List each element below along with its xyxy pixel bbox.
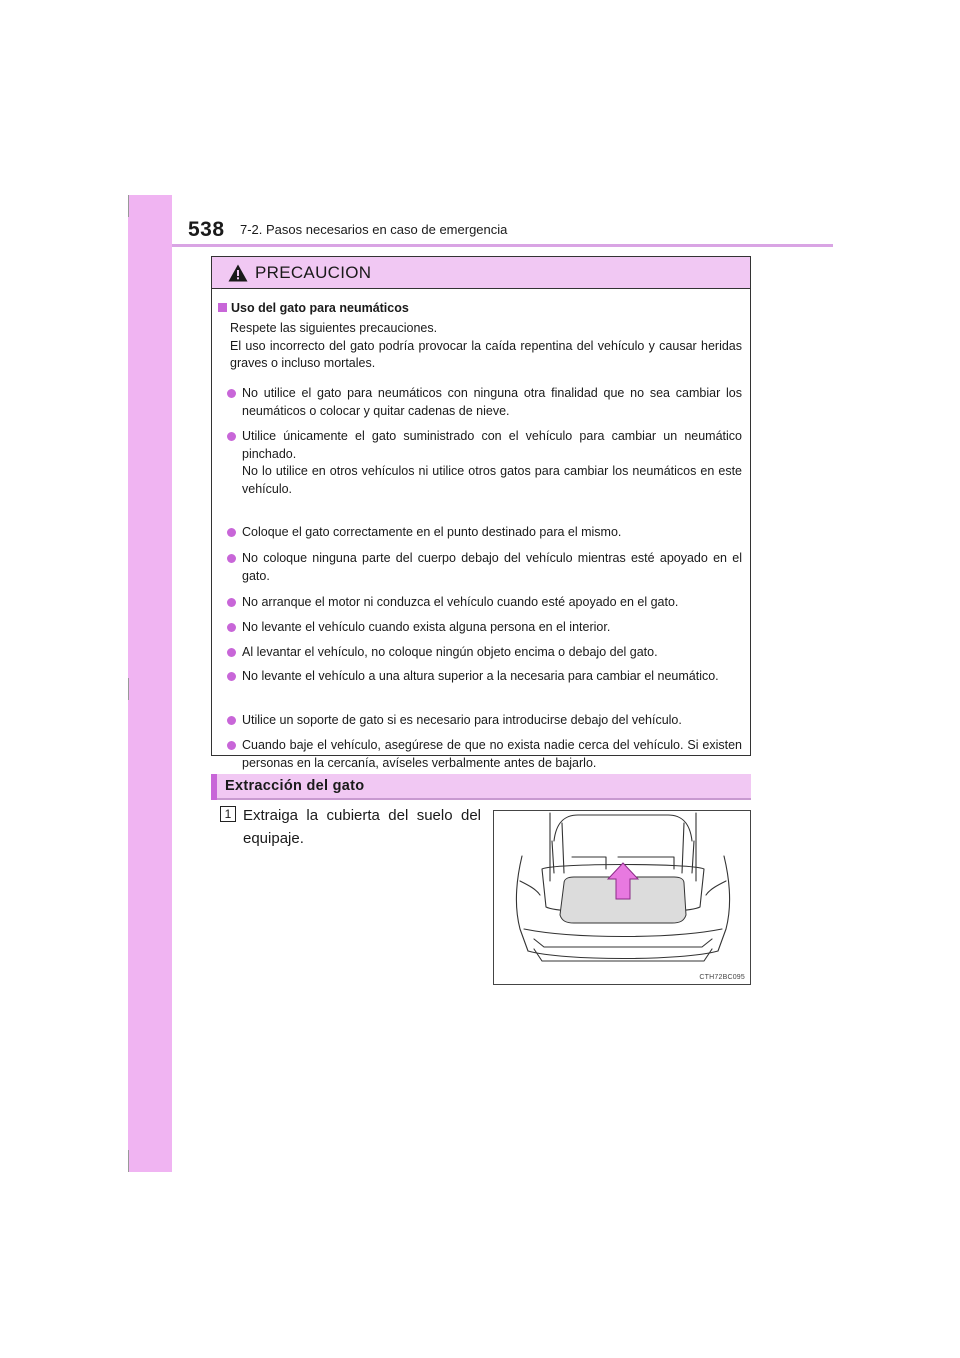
margin-tick — [128, 1150, 129, 1172]
margin-tick — [128, 678, 129, 700]
trunk-illustration — [493, 810, 751, 985]
bullet-icon — [227, 528, 236, 537]
caution-topic-text: Uso del gato para neumáticos — [231, 301, 409, 315]
bullet-icon — [227, 598, 236, 607]
margin-tick — [128, 195, 129, 217]
bullet-icon — [227, 716, 236, 725]
caution-intro — [230, 320, 750, 373]
step-number: 1 — [220, 806, 236, 822]
bullet-icon — [227, 648, 236, 657]
caution-intro-line: El uso incorrecto del gato podría provocar la caída repentina del vehículo y causar heridas graves o incluso mortales. — [230, 338, 742, 370]
list-item-text: No levante el vehículo a una altura superior a la necesaria para cambiar el neumático. — [242, 669, 719, 683]
car-rear-open-trunk-illustration — [494, 811, 751, 985]
list-item-text: Utilice únicamente el gato suministrado con el vehículo para cambiar un neumático pinchado. — [242, 429, 742, 461]
square-bullet-icon — [218, 303, 227, 312]
side-tab-band — [128, 195, 172, 1172]
section-title: 7-2. Pasos necesarios en caso de emergencia — [240, 222, 508, 237]
list-item-text: No lo utilice en otros vehículos ni utilice otros gatos para cambiar los neumáticos en este vehículo. — [242, 464, 742, 496]
list-item-text: No levante el vehículo cuando exista alguna persona en el interior. — [242, 620, 611, 634]
bullet-icon — [227, 432, 236, 441]
subsection-header — [211, 774, 751, 800]
list-item-text: Coloque el gato correctamente en el punto destinado para el mismo. — [242, 525, 622, 539]
bullet-icon — [227, 623, 236, 632]
caution-header — [212, 257, 750, 289]
page-number: 538 — [188, 218, 225, 241]
subsection-title: Extracción del gato — [225, 778, 365, 794]
figure-code: CTH72BC095 — [699, 974, 745, 981]
list-item-text: Al levantar el vehículo, no coloque ningún objeto encima o debajo del gato. — [242, 645, 658, 659]
list-item-text: No arranque el motor ni conduzca el vehículo cuando esté apoyado en el gato. — [242, 595, 679, 609]
list-item-text: No coloque ninguna parte del cuerpo debajo del vehículo mientras esté apoyado en el gato. — [242, 551, 742, 583]
list-item-text: Cuando baje el vehículo, asegúrese de que no exista nadie cerca del vehículo. Si existen personas en la cercanía, avíseles verbalmente antes de bajarlo. — [242, 738, 742, 770]
list-item-text: No utilice el gato para neumáticos con ninguna otra finalidad que no sea cambiar los neumáticos o colocar y quitar cadenas de nieve. — [242, 386, 742, 418]
subsection-accent-bar — [211, 774, 217, 800]
bullet-icon — [227, 389, 236, 398]
caution-topic — [218, 301, 409, 315]
warning-triangle-icon — [228, 264, 248, 282]
header-rule — [172, 244, 833, 247]
bullet-icon — [227, 672, 236, 681]
bullet-icon — [227, 741, 236, 750]
caution-intro-line: Respete las siguientes precauciones. — [230, 321, 438, 335]
bullet-icon — [227, 554, 236, 563]
caution-title: PRECAUCION — [255, 263, 372, 282]
caution-box — [211, 256, 751, 770]
list-item-text: Utilice un soporte de gato si es necesario para introducirse debajo del vehículo. — [242, 713, 682, 727]
step-text: Extraiga la cubierta del suelo del equipaje. — [243, 807, 481, 847]
